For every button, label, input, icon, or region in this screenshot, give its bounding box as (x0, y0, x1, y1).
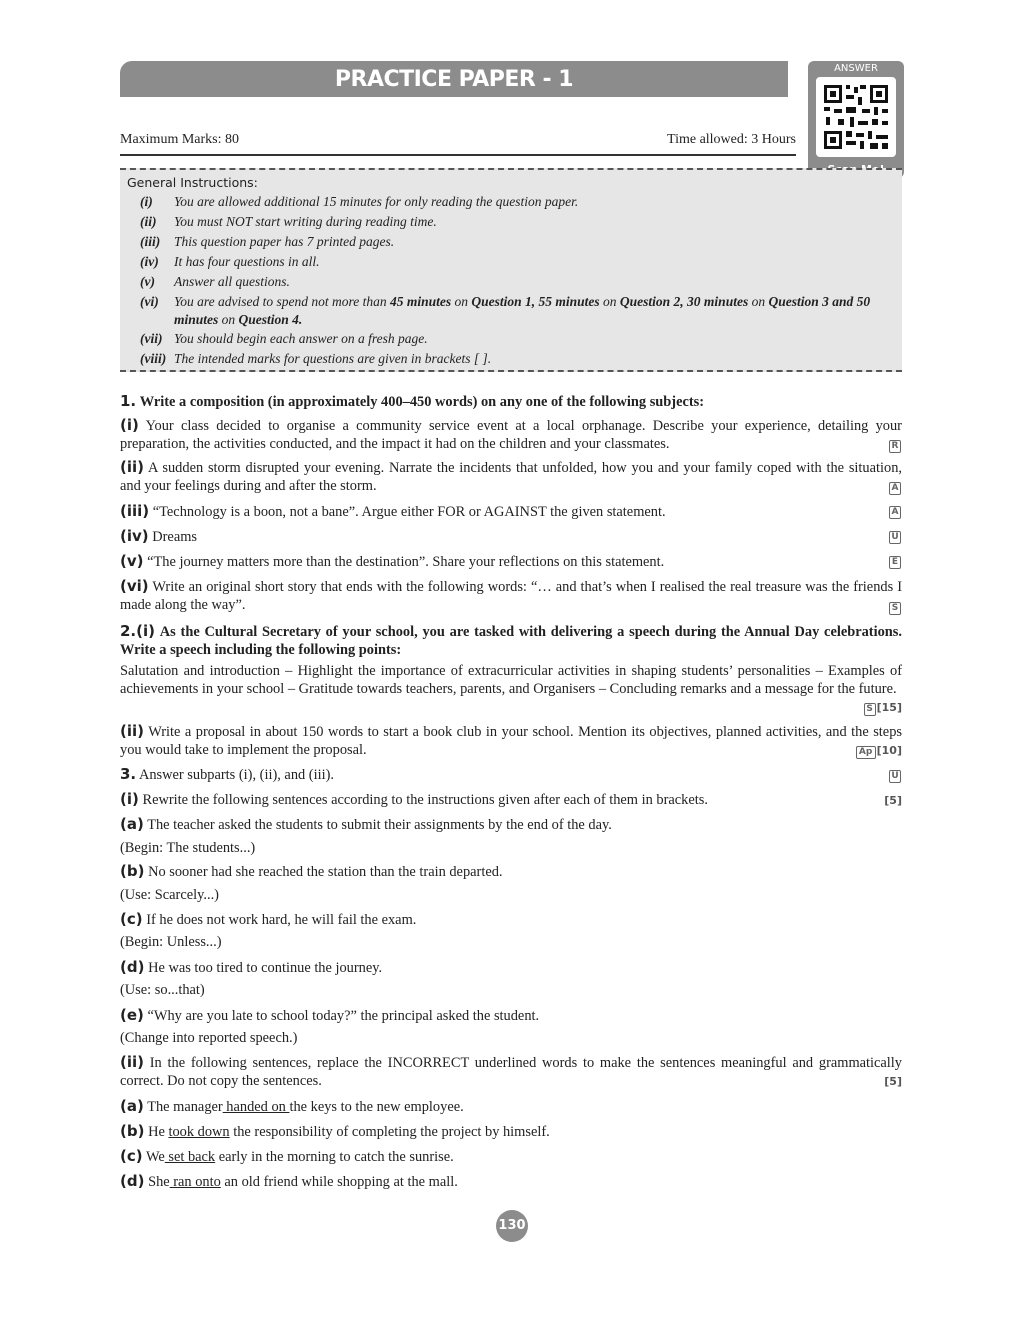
instruction-num: (iii) (140, 234, 161, 249)
qr-code-icon (816, 77, 896, 157)
q3-ii-item: (a) The manager handed on the keys to the new employee. (120, 1097, 464, 1115)
instructions-heading: General Instructions: (127, 175, 258, 190)
marks-tag: Ap [10] (856, 742, 902, 760)
q3-part-ii: (ii) In the following sentences, replace the INCORRECT underlined words to make the sentences meaningful and grammatically correct. Do not copy the sentences. (120, 1053, 902, 1089)
q1-part: (vi) Write an original short story that ends with the following words: “… and that’s when I realised the real treasure was the friends I made along the way”. (120, 577, 902, 613)
q3-ii-item: (c) We set back early in the morning to catch the sunrise. (120, 1147, 454, 1165)
instruction-text: You are allowed additional 15 minutes for only reading the question paper. (174, 194, 579, 209)
q3-item-instr: (Begin: Unless...) (120, 934, 222, 950)
q1-part: (iii) “Technology is a boon, not a bane”. Argue either FOR or AGAINST the given statement. (120, 502, 666, 520)
q1-part: (iv) Dreams (120, 527, 198, 545)
question-3-stem: 3. Answer subparts (i), (ii), and (iii). (120, 765, 334, 783)
q3-item: (a) The teacher asked the students to submit their assignments by the end of the day. (120, 815, 612, 833)
tag-icon: U (889, 527, 902, 545)
maximum-marks: Maximum Marks: 80 (120, 132, 239, 147)
instruction-num: (viii) (140, 351, 167, 366)
general-instructions (120, 168, 902, 372)
instruction-text: Answer all questions. (174, 274, 290, 289)
tag-icon: A (889, 478, 902, 496)
question-2-stem: 2.(i) As the Cultural Secretary of your school, you are tasked with delivering a speech during the Annual Day celebrations. Write a speech including the following points: (120, 622, 902, 658)
answer-qr-box[interactable] (808, 61, 904, 178)
tag-icon: U (889, 766, 902, 784)
time-allowed: Time allowed: 3 Hours (667, 132, 796, 147)
instruction-text: You are advised to spend not more than 45 minutes on Question 1, 55 minutes on Question 2, 30 minutes on Question 3 and 50 minutes on Question 4. (174, 294, 871, 327)
q3-item-instr: (Use: Scarcely...) (120, 887, 219, 903)
instruction-num: (vi) (140, 294, 159, 309)
q3-item-instr: (Begin: The students...) (120, 840, 256, 856)
marks-tag: [5] (884, 794, 902, 807)
instruction-num: (vii) (140, 331, 163, 346)
q3-ii-item: (d) She ran onto an old friend while shopping at the mall. (120, 1172, 458, 1190)
q1-part: (v) “The journey matters more than the destination”. Share your reflections on this statement. (120, 552, 665, 570)
tag-icon: A (889, 502, 902, 520)
q3-ii-item: (b) He took down the responsibility of completing the project by himself. (120, 1122, 550, 1140)
q1-part: (ii) A sudden storm disrupted your evening. Narrate the incidents that unfolded, how you and your family coped with the situation, and your feelings during and after the storm. (120, 458, 902, 494)
tag-icon: R (889, 436, 902, 454)
q3-item-instr: (Change into reported speech.) (120, 1030, 298, 1046)
qr-label-answer: ANSWER (834, 63, 878, 74)
instruction-text: You should begin each answer on a fresh page. (174, 331, 428, 346)
instruction-text: The intended marks for questions are given in brackets [ ]. (174, 351, 492, 366)
tag-icon: E (889, 552, 902, 570)
instruction-num: (iv) (140, 254, 159, 269)
instruction-text: It has four questions in all. (174, 254, 320, 269)
marks-time-row (120, 132, 796, 156)
question-1-stem: 1. Write a composition (in approximately 400–450 words) on any one of the following subjects: (120, 392, 705, 410)
q3-item: (c) If he does not work hard, he will fail the exam. (120, 910, 417, 928)
instruction-text: You must NOT start writing during reading time. (174, 214, 437, 229)
marks-tag: [5] (884, 1075, 902, 1088)
q1-part: (i) Your class decided to organise a community service event at a local orphanage. Describe your experience, detailing your preparation, the activities conducted, and the impact it had on the children and your classmates. (120, 416, 902, 452)
q3-item-instr: (Use: so...that) (120, 982, 205, 998)
page-number: 130 (496, 1210, 528, 1242)
instruction-num: (i) (140, 194, 153, 209)
q3-item: (e) “Why are you late to school today?” the principal asked the student. (120, 1006, 540, 1024)
marks-tag: S [15] (864, 699, 902, 717)
instruction-text: This question paper has 7 printed pages. (174, 234, 395, 249)
page-title: PRACTICE PAPER - 1 (334, 66, 574, 92)
q3-part-i: (i) Rewrite the following sentences according to the instructions given after each of them in brackets. (120, 790, 708, 808)
q2-points: Salutation and introduction – Highlight the importance of extracurricular activities in shaping students’ personalities – Examples of achievements in your school – Gratitude towards teachers, parents, and Organisers – Concluding remarks and a message for the future. (120, 663, 902, 697)
instruction-num: (v) (140, 274, 155, 289)
page-title-banner (120, 61, 788, 97)
instruction-num: (ii) (140, 214, 157, 229)
q2-part-ii: (ii) Write a proposal in about 150 words to start a book club in your school. Mention its objectives, planned activities, and the steps you would take to implement the proposal. (120, 722, 902, 758)
q3-item: (d) He was too tired to continue the journey. (120, 958, 383, 976)
q3-item: (b) No sooner had she reached the station than the train departed. (120, 862, 503, 880)
tag-icon: S (889, 598, 902, 616)
